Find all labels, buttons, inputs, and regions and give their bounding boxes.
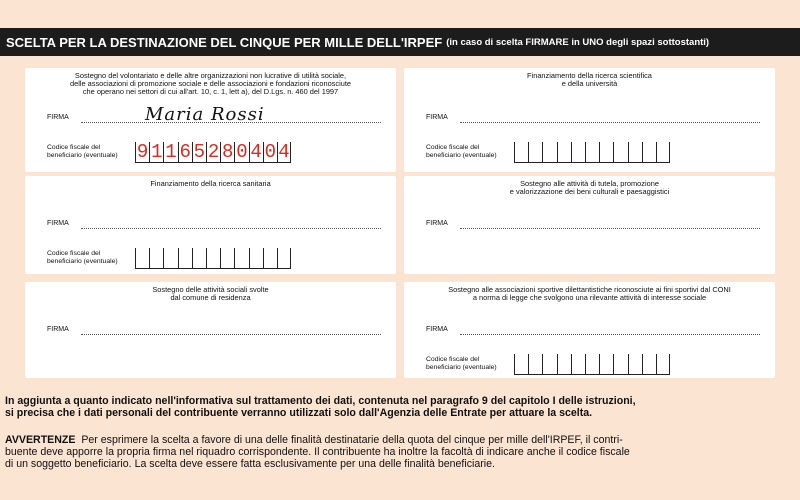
box-associazioni-sportive <box>404 282 775 378</box>
cf-cell <box>514 354 528 374</box>
cf-label-line: Codice fiscale del <box>426 144 480 151</box>
cf-cell <box>585 354 599 374</box>
warning-line: di un soggetto beneficiario. La scelta deve essere fatta esclusivamente per una delle finalità beneficiarie. <box>5 458 495 470</box>
privacy-notice <box>5 395 795 419</box>
cf-cell <box>542 142 556 162</box>
form-header <box>0 28 800 56</box>
cf-cell <box>149 248 163 268</box>
cf-digit: 5 <box>193 141 206 163</box>
notice-line: In aggiunta a quanto indicato nell'informativa sul trattamento dei dati, contenuta nel paragrafo 9 del capitolo I delle istruzioni, <box>5 395 636 407</box>
cf-cell <box>656 354 670 374</box>
cf-digit: 1 <box>165 141 177 163</box>
firma-label: FIRMA <box>47 220 69 227</box>
cf-cell <box>557 354 571 374</box>
cf-cell <box>135 248 149 268</box>
warning-text: Per esprimere la scelta a favore di una delle finalità destinatarie della quota del cinque per mille dell'IRPEF, il contri- <box>81 434 623 446</box>
cf-cell <box>249 248 263 268</box>
box-title <box>412 72 767 88</box>
cf-label <box>426 144 497 159</box>
cf-cell <box>514 142 528 162</box>
cf-cell <box>642 354 656 374</box>
firma-signature-field[interactable] <box>460 122 760 123</box>
cf-label-line: beneficiario (eventuale) <box>47 151 118 159</box>
cf-digit: 1 <box>151 141 163 163</box>
box-title <box>412 286 767 302</box>
box-title-line: Sostegno alle associazioni sportive dilettantistiche riconosciute ai fini sportivi dal CONI <box>448 285 731 294</box>
firma-label: FIRMA <box>426 220 448 227</box>
box-title-line: e valorizzazione dei beni culturali e paesaggistici <box>509 187 670 196</box>
handwritten-signature: Maria Rossi <box>145 104 265 125</box>
box-title-line: dal comune di residenza <box>170 293 251 302</box>
form-instruction: (in caso di scelta FIRMARE in UNO degli spazi sottostanti) <box>446 36 710 48</box>
warning-label: AVVERTENZE <box>5 434 76 446</box>
box-title-line: a norma di legge che svolgono una rilevante attività di interesse sociale <box>472 293 707 302</box>
cf-label-line: Codice fiscale del <box>47 144 101 151</box>
notice-line: si precisa che i dati personali del contribuente verranno utilizzati solo dall'Agenzia delle Entrate per attuare la scelta. <box>5 407 593 419</box>
firma-label: FIRMA <box>426 114 448 121</box>
cf-cell <box>263 248 277 268</box>
cf-cell <box>599 142 613 162</box>
cf-cell <box>220 248 234 268</box>
firma-label: FIRMA <box>426 326 448 333</box>
box-title <box>412 180 767 196</box>
cf-label <box>47 250 118 265</box>
codice-fiscale-field[interactable] <box>514 142 670 163</box>
cf-digit: 0 <box>236 141 248 163</box>
cf-digit: 6 <box>179 141 191 163</box>
form-title: SCELTA PER LA DESTINAZIONE DEL CINQUE PER MILLE DELL'IRPEF <box>6 34 443 50</box>
codice-fiscale-field[interactable] <box>135 142 291 163</box>
box-title-line: Sostegno alle attività di tutela, promozione <box>520 179 659 188</box>
cf-digit: 4 <box>278 141 290 163</box>
cf-digit: 4 <box>250 141 262 163</box>
cf-label-line: beneficiario (eventuale) <box>426 151 497 159</box>
cf-cell <box>234 248 248 268</box>
cf-cell <box>613 354 627 374</box>
cf-label-line: Codice fiscale del <box>426 356 480 363</box>
box-ricerca-sanitaria <box>25 176 396 274</box>
cf-cell <box>192 248 206 268</box>
box-title-line: Finanziamento della ricerca scientifica <box>527 71 652 80</box>
firma-signature-field[interactable] <box>460 228 760 229</box>
cf-cell <box>599 354 613 374</box>
cf-label-line: beneficiario (eventuale) <box>426 363 497 371</box>
codice-fiscale-field[interactable] <box>514 354 670 375</box>
cf-label-line: Codice fiscale del <box>47 250 101 257</box>
cf-label <box>47 144 118 159</box>
box-volontariato <box>25 68 396 172</box>
cf-cell <box>277 248 291 268</box>
firma-signature-field[interactable] <box>81 228 381 229</box>
cf-cell <box>528 354 542 374</box>
cf-cell <box>571 142 585 162</box>
box-title-line: Finanziamento della ricerca sanitaria <box>150 179 271 188</box>
cf-label-line: beneficiario (eventuale) <box>47 257 118 265</box>
cf-cell <box>613 142 627 162</box>
cf-cell <box>206 248 220 268</box>
box-title-line: delle associazioni di promozione sociale e delle associazioni e fondazioni riconosciute <box>69 79 351 88</box>
cf-cell <box>542 354 556 374</box>
box-title-line: che operano nei settori di cui all'art. 10, c. 1, lett a), del D.Lgs. n. 460 del 1997 <box>82 87 339 96</box>
box-title-line: Sostegno del volontariato e delle altre organizzazioni non lucrative di utilità sociale, <box>74 71 347 80</box>
cf-cell <box>178 248 192 268</box>
firma-label: FIRMA <box>47 114 69 121</box>
warning-paragraph <box>5 434 795 470</box>
warning-line: buente deve apporre la propria firma nel riquadro corrispondente. Il contribuente ha inoltre la facoltà di indicare anche il codice fiscale <box>5 446 630 458</box>
box-beni-culturali <box>404 176 775 274</box>
cf-cell <box>628 142 642 162</box>
cf-label <box>426 356 497 371</box>
cf-cell <box>571 354 585 374</box>
cf-digit: 2 <box>207 141 220 163</box>
cf-cell <box>642 142 656 162</box>
box-title <box>33 180 388 188</box>
warning-line <box>5 434 795 446</box>
cf-cell <box>528 142 542 162</box>
cf-digit: 9 <box>136 141 149 163</box>
firma-signature-field[interactable] <box>460 334 760 335</box>
firma-label: FIRMA <box>47 326 69 333</box>
cf-cell <box>585 142 599 162</box>
box-title-line: Sostegno delle attività sociali svolte <box>152 285 269 294</box>
cf-digit: 8 <box>222 141 234 163</box>
cf-cell <box>628 354 642 374</box>
cf-cell <box>656 142 670 162</box>
cf-cell <box>163 248 177 268</box>
box-ricerca-scientifica <box>404 68 775 172</box>
codice-fiscale-field[interactable] <box>135 248 291 269</box>
firma-signature-field[interactable] <box>81 334 381 335</box>
box-comune-residenza <box>25 282 396 378</box>
box-title <box>33 72 388 96</box>
box-title-line: e della università <box>561 79 618 88</box>
cf-cell <box>557 142 571 162</box>
box-title <box>33 286 388 302</box>
cf-digit: 0 <box>264 141 276 163</box>
